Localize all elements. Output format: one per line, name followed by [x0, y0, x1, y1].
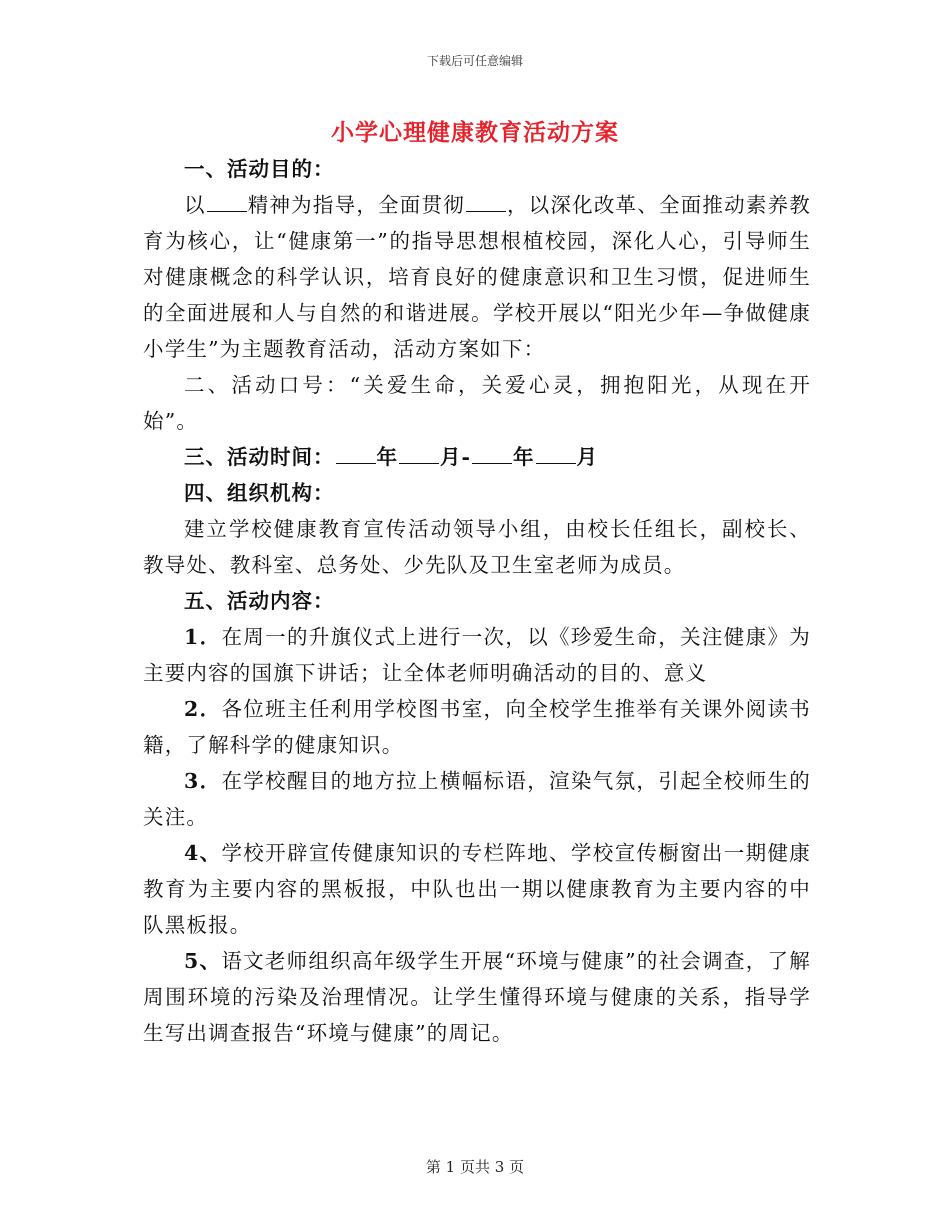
page-header: 下载后可任意编辑: [426, 54, 523, 68]
purpose-text-b: 精神为指导，全面贯彻: [247, 193, 465, 217]
section-heading-content: 五、活动内容：: [184, 589, 335, 613]
fill-blank: [466, 191, 506, 213]
list-item: [143, 691, 811, 763]
year-blank-2: [472, 443, 512, 465]
organization-paragraph: 建立学校健康教育宣传活动领导小组，由校长任组长，副校长、教导处、教科室、总务处、少先队及卫生室老师为成员。: [143, 517, 811, 577]
month-label-2: 月: [576, 445, 599, 469]
purpose-text-c: ，以深化改革、全面推动素养教育为核心，让“健康第一”的指导思想根植校园，深化人心，引导师生对健康概念的科学认识，培育良好的健康意识和卫生习惯，促进师生的全面进展和人与自然的和谐进展。学校开展以“阳光少年—争做健康小学生”为主题教育活动，活动方案如下：: [143, 193, 811, 361]
document-body: [143, 151, 811, 1051]
page-footer: 第 1 页共 3 页: [425, 1158, 525, 1176]
item-number: 1．: [184, 625, 222, 649]
year-label-2: 年: [513, 445, 535, 469]
item-text: 学校开辟宣传健康知识的专栏阵地、学校宣传橱窗出一期健康教育为主要内容的黑板报，中队也出一期以健康教育为主要内容的中队黑板报。: [143, 841, 811, 937]
year-label: 年: [376, 445, 398, 469]
section-time: [143, 439, 811, 475]
slogan-line: 二、活动口号：“关爱生命，关爱心灵，拥抱阳光，从现在开始”。: [143, 373, 811, 433]
purpose-text-a: 以: [184, 193, 206, 217]
item-number: 4、: [184, 841, 222, 865]
list-item: [143, 619, 811, 691]
item-text: 语文老师组织高年级学生开展“环境与健康”的社会调查，了解周围环境的污染及治理情况。让学生懂得环境与健康的关系，指导学生写出调查报告“环境与健康”的周记。: [143, 949, 811, 1045]
month-blank-2: [536, 443, 576, 465]
purpose-paragraph: [143, 187, 811, 367]
section-heading-organization: 四、组织机构：: [184, 481, 335, 505]
item-number: 2．: [184, 697, 222, 721]
section-heading-purpose: 一、活动目的：: [184, 157, 335, 181]
item-text: 在周一的升旗仪式上进行一次，以《珍爱生命，关注健康》为主要内容的国旗下讲话；让全体老师明确活动的目的、意义: [143, 625, 811, 685]
document-title: 小学心理健康教育活动方案: [331, 119, 619, 146]
month-blank: [399, 443, 439, 465]
time-label: 三、活动时间：: [184, 445, 335, 469]
list-item: [143, 943, 811, 1051]
list-item: [143, 835, 811, 943]
item-number: 5、: [184, 949, 222, 973]
year-blank: [336, 443, 376, 465]
fill-blank: [207, 191, 247, 213]
item-text: 各位班主任利用学校图书室，向全校学生推举有关课外阅读书籍，了解科学的健康知识。: [143, 697, 811, 757]
item-number: 3．: [184, 769, 222, 793]
month-dash-label: 月-: [440, 445, 472, 469]
item-text: 在学校醒目的地方拉上横幅标语，渲染气氛，引起全校师生的关注。: [143, 769, 811, 829]
list-item: [143, 763, 811, 835]
